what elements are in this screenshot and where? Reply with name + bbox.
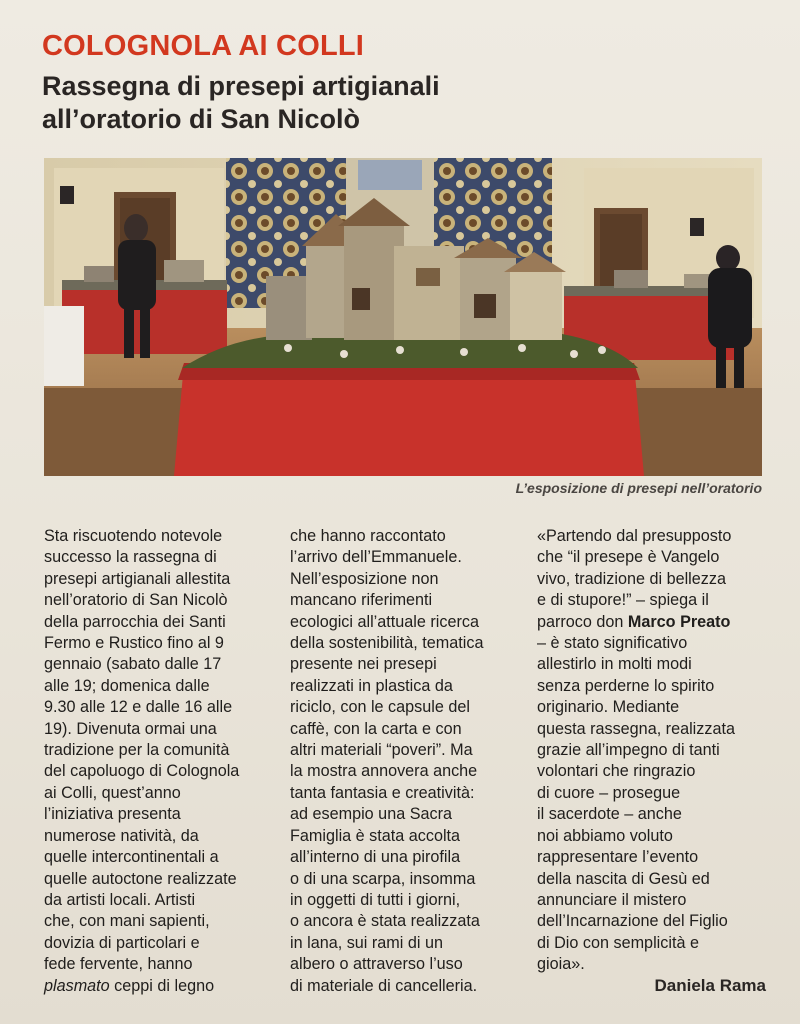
column-line: senza perderne lo spirito	[537, 676, 715, 695]
text-column-3	[537, 526, 769, 976]
column-line: annunciare il mistero	[537, 890, 687, 909]
column-line: in lana, sui rami di un	[290, 933, 443, 952]
column-line: il sacerdote – anche	[537, 805, 682, 824]
column-line: tradizione per la comunità	[44, 741, 230, 760]
column-line: tanta fantasia e creatività:	[290, 783, 475, 802]
column-line: o ancora è stata realizzata	[290, 912, 480, 931]
column-line: rappresentare l’evento	[537, 848, 699, 867]
column-line: dell’Incarnazione del Figlio	[537, 912, 728, 931]
column-line: fede fervente, hanno	[44, 955, 193, 974]
column-line: originario. Mediante	[537, 698, 680, 717]
column-line: che hanno raccontato	[290, 527, 446, 545]
column-line: altri materiali “poveri”. Ma	[290, 741, 473, 760]
column-line: di Dio con semplicità e	[537, 933, 699, 952]
column-line: mancano riferimenti	[290, 591, 433, 610]
column-line: che, con mani sapienti,	[44, 912, 210, 931]
column-line: realizzati in plastica da	[290, 676, 453, 695]
nativity-scene-illustration	[44, 158, 762, 476]
column-line: presepi artigianali allestita	[44, 569, 231, 588]
section-kicker: COLOGNOLA AI COLLI	[42, 30, 365, 62]
column-line: della nascita di Gesù ed	[537, 869, 710, 888]
column-line: gioia».	[537, 955, 585, 974]
column-line: che “il presepe è Vangelo	[537, 548, 720, 567]
column-line: l’arrivo dell’Emmanuele.	[290, 548, 462, 567]
column-line: e di stupore!” – spiega il	[537, 591, 709, 610]
column-line: di cuore – prosegue	[537, 783, 681, 802]
column-line: grazie all’impegno di tanti	[537, 741, 720, 760]
column-line: la mostra annovera anche	[290, 762, 478, 781]
column-line: o di una scarpa, insomma	[290, 869, 476, 888]
column-line: caffè, con la carta e con	[290, 719, 462, 738]
column-line: di materiale di cancelleria.	[290, 976, 478, 995]
text-column-1	[44, 526, 272, 997]
column-line: successo la rassegna di	[44, 548, 217, 567]
text-column-2	[290, 526, 518, 997]
column-line: dovizia di particolari e	[44, 933, 200, 952]
italic-word: plasmato	[44, 976, 110, 995]
column-line-name	[537, 612, 769, 633]
priest-name: Marco Preato	[627, 612, 731, 631]
column-line: ad esempio una Sacra	[290, 805, 452, 824]
nativity-photo	[44, 158, 762, 476]
column-line: riciclo, con le capsule del	[290, 698, 470, 717]
column-line: 9.30 alle 12 e dalle 16 alle	[44, 698, 233, 717]
column-line: – è stato significativo	[537, 634, 688, 653]
column-line: Sta riscuotendo notevole	[44, 527, 223, 545]
column-line: da artisti locali. Artisti	[44, 890, 196, 909]
column-line: gennaio (sabato dalle 17	[44, 655, 222, 674]
column-line: Famiglia è stata accolta	[290, 826, 461, 845]
column-line: allestirlo in molti modi	[537, 655, 692, 674]
column-line: alle 19; domenica dalle	[44, 676, 210, 695]
column-line: della sostenibilità, tematica	[290, 634, 484, 653]
column-line: questa rassegna, realizzata	[537, 719, 735, 738]
author-byline: Daniela Rama	[654, 976, 766, 995]
headline	[42, 70, 562, 136]
column-line: ai Colli, quest’anno	[44, 783, 181, 802]
column-line: Nell’esposizione non	[290, 569, 439, 588]
column-line: quelle intercontinentali a	[44, 848, 219, 867]
photo-caption: L’esposizione di presepi nell’oratorio	[515, 480, 762, 496]
line-prefix: parroco don	[537, 612, 628, 631]
column-line: ecologici all’attuale ricerca	[290, 612, 479, 631]
column-line: 19). Divenuta ormai una	[44, 719, 217, 738]
column-line: della parrocchia dei Santi	[44, 612, 226, 631]
column-line: del capoluogo di Colognola	[44, 762, 240, 781]
column-line: noi abbiamo voluto	[537, 826, 673, 845]
column-line: quelle autoctone realizzate	[44, 869, 237, 888]
column-line: l’iniziativa presenta	[44, 805, 181, 824]
column-line: Fermo e Rustico fino al 9	[44, 634, 224, 653]
column-line: numerose natività, da	[44, 826, 199, 845]
column-line: «Partendo dal presupposto	[537, 527, 732, 545]
column-line: vivo, tradizione di bellezza	[537, 569, 726, 588]
column-line: in oggetti di tutti i giorni,	[290, 890, 461, 909]
column-line: all’interno di una pirofila	[290, 848, 461, 867]
column-line: presente nei presepi	[290, 655, 437, 674]
line-rest: ceppi di legno	[109, 976, 215, 995]
column-line: nell’oratorio di San Nicolò	[44, 591, 228, 610]
headline-line-1: Rassegna di presepi artigianali	[42, 71, 440, 101]
column-line: albero o attraverso l’uso	[290, 955, 463, 974]
headline-line-2: all’oratorio di San Nicolò	[42, 104, 361, 134]
column-line-last	[44, 976, 272, 997]
column-line: volontari che ringrazio	[537, 762, 696, 781]
